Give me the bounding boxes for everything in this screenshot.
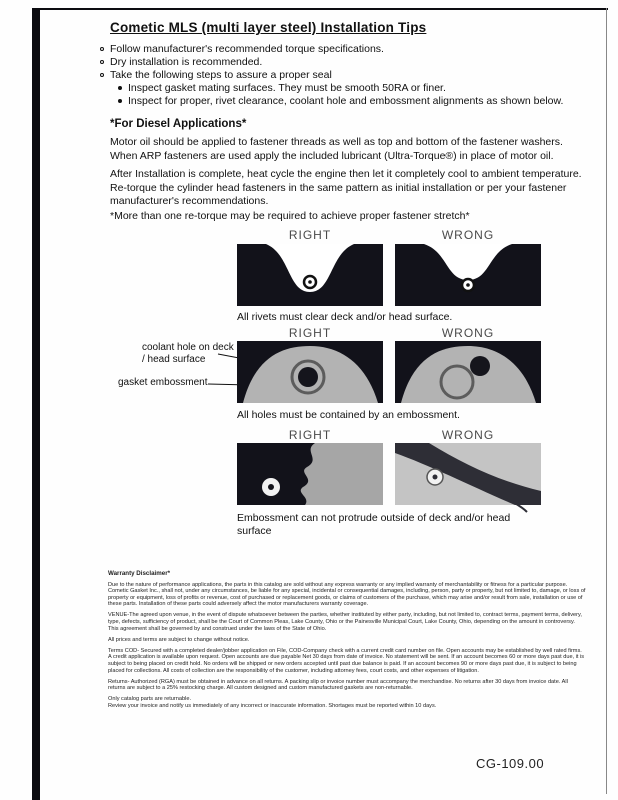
- legal-paragraph: Due to the nature of performance applications, the parts in this catalog are sold without any express warranty or any implied warranty of merchantability or fitness for a particular purpose. Cometic Gasket Inc., shall not, under any circumstances, be liable for any special, incidental or consequential damages, including, person, party or property, but not limited to, damage, or loss of property or equipment, loss of profits or revenue, cost of purchased or replacement goods, or claims of customers of the purchase, which may arise and/or result from sale, installation or use of these parts. Installation of these parts could adversely affect the motor manufacturers warranty coverage.: [108, 581, 586, 608]
- list-item-text: Inspect gasket mating surfaces. They must be smooth 50RA or finer.: [128, 82, 446, 94]
- coolant-hole-label: coolant hole on deck / head surface: [142, 342, 234, 365]
- catalog-code: CG-109.00: [476, 756, 545, 771]
- legal-paragraph: Review your invoice and notify us immediately of any incorrect or inaccurate information. Shortages must be reported within 10 days.: [108, 703, 437, 709]
- list-item-text: Take the following steps to assure a proper seal: [110, 69, 332, 81]
- rivet-clearance-right-diagram: [237, 244, 383, 306]
- sub-list-item: [118, 82, 580, 95]
- diagram-row1-caption: All rivets must clear deck and/or head surface.: [237, 311, 453, 323]
- tips-list: [100, 43, 580, 108]
- list-item-text: Inspect for proper, rivet clearance, coolant hole and embossment alignments as shown below.: [128, 95, 564, 107]
- legal-section: [108, 571, 586, 714]
- page-title: Cometic MLS (multi layer steel) Installation Tips: [110, 20, 427, 35]
- diagram-row1-headers: [237, 228, 541, 242]
- diagram-row1: [237, 244, 541, 306]
- diagram-row3-headers: [237, 428, 541, 442]
- diagram-row2: [237, 341, 541, 403]
- legal-paragraph: All prices and terms are subject to change without notice.: [108, 636, 250, 643]
- wrong-label: WRONG: [441, 228, 495, 242]
- list-item-text: Follow manufacturer's recommended torque specifications.: [110, 43, 384, 55]
- list-item-text: Dry installation is recommended.: [110, 56, 263, 68]
- open-bullet-icon: [100, 60, 104, 64]
- legal-paragraph: Only catalog parts are returnable.: [108, 696, 192, 703]
- diagram-row2-caption: All holes must be contained by an embossment.: [237, 409, 460, 421]
- warranty-disclaimer-heading: Warranty Disclaimer*: [108, 570, 171, 577]
- sub-list-item: [118, 95, 580, 108]
- page-border-top: [32, 8, 608, 10]
- right-label: RIGHT: [288, 428, 332, 442]
- legal-paragraph: VENUE-The agreed upon venue, in the event of dispute whatsoever between the parties, whether instituted by either party, including, but not limited to, contract terms, payment terms, delivery, type, defects, sufficiency of product, shall be the Court of Common Pleas, Lake County, Ohio or the Painesville Municipal Court, Lake County, Ohio, depending on the amount in controversy. This agreement shall be governed by and construed under the laws of the State of Ohio.: [108, 612, 582, 632]
- bullet-icon: [118, 99, 122, 103]
- right-label: RIGHT: [288, 326, 332, 340]
- list-item: [100, 69, 580, 82]
- diagram-row3-caption: Embossment can not protrude outside of deck and/or head surface: [237, 512, 511, 537]
- legal-paragraph: Terms COD- Secured with a completed dealer/jobber application on File, COD-Company check with a current credit card number on file. Open accounts may be established by well rated firms. A credit application is available upon request. Open accounts are due payable Net 30 days from date of invoice. No statement will be sent. If an account becomes 60 or more days past due, it is subject to being placed on credit hold. No orders will be shipped or new orders accepted until past due balance is paid. If an account becomes 90 or more days past due, it is subject to being placed for collections. All costs of collection are the responsibility of the customer, including attorney fees, court costs, and other expenses of litigation.: [108, 647, 585, 674]
- page-border-left: [32, 8, 40, 800]
- wrong-label: WRONG: [441, 326, 495, 340]
- gasket-embossment-label: gasket embossment: [118, 377, 208, 388]
- page-border-right: [606, 8, 607, 794]
- open-bullet-icon: [100, 73, 104, 77]
- diagram-row3: [237, 443, 541, 505]
- hole-embossment-wrong-diagram: [395, 341, 541, 403]
- hole-embossment-right-diagram: [237, 341, 383, 403]
- right-label: RIGHT: [288, 228, 332, 242]
- embossment-protrusion-wrong-diagram: [395, 443, 541, 505]
- diagram-row2-headers: [237, 326, 541, 340]
- list-item: [100, 56, 580, 69]
- wrong-label: WRONG: [441, 428, 495, 442]
- diesel-paragraph-1: Motor oil should be applied to fastener threads as well as top and bottom of the fastener washers. When ARP fasteners are used apply the included lubricant (Ultra-Torque®) in place of motor oil.: [110, 136, 563, 162]
- diesel-applications-heading: *For Diesel Applications*: [110, 118, 247, 130]
- retorque-note: *More than one re-torque may be required to achieve proper fastener stretch*: [110, 210, 470, 222]
- open-bullet-icon: [100, 47, 104, 51]
- diesel-paragraph-2: After Installation is complete, heat cycle the engine then let it completely cool to ambient temperature. Re-torque the cylinder head fasteners in the same pattern as initial installation or per your fastener manufacturer's recommendations.: [110, 168, 582, 207]
- legal-paragraph: Returns- Authorized (RGA) must be obtained in advance on all returns. A packing slip or invoice number must accompany the merchandise. No returns after 30 days from invoice date. All returns are subject to a 25% restocking charge. All custom designed and custom manufactured gaskets are non-returnable.: [108, 678, 568, 692]
- list-item: [100, 43, 580, 56]
- bullet-icon: [118, 86, 122, 90]
- embossment-protrusion-right-diagram: [237, 443, 383, 505]
- rivet-clearance-wrong-diagram: [395, 244, 541, 306]
